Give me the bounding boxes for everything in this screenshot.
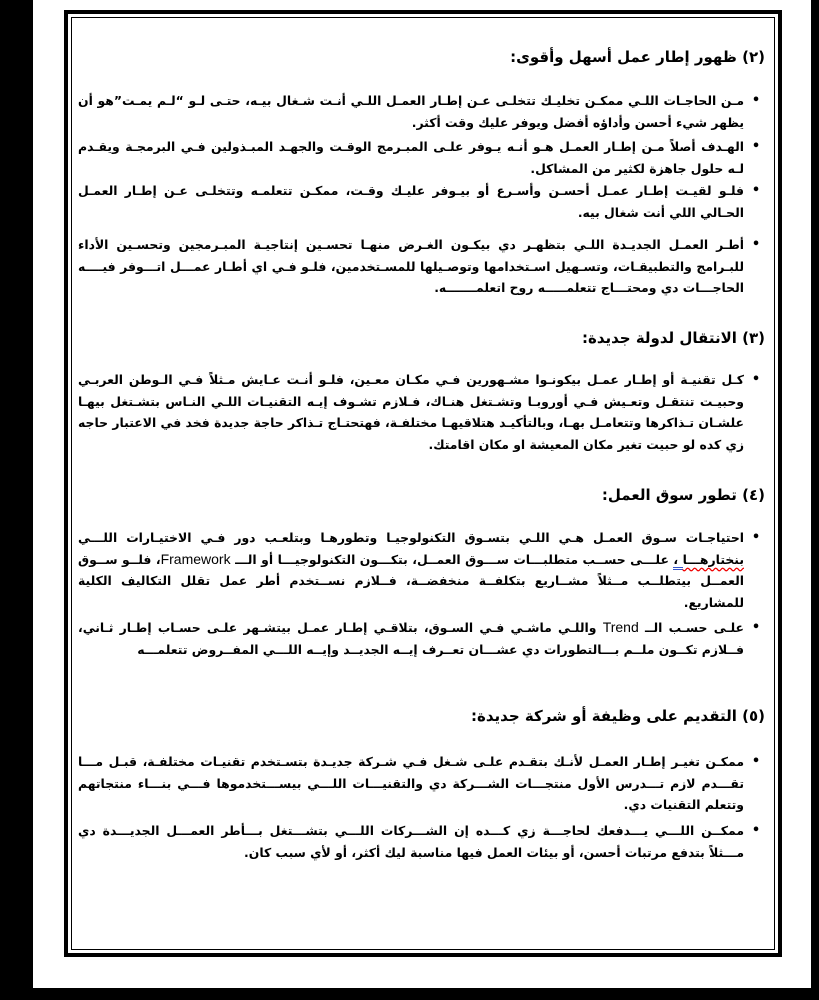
latin-term: Framework <box>160 550 231 567</box>
text-run: احتياجـات سـوق العمـل هـي اللـي بتسـوق التكنولوجيـا وتطورهـا وبتلعـب دور فـي الاختيـارات اللـــي <box>78 530 744 545</box>
list-item-text <box>78 617 744 660</box>
section-heading-5: (٥) التقديم على وظيفة أو شركة جديدة: <box>471 707 765 725</box>
spelling-error-word[interactable]: بنختارهـــا <box>682 551 745 567</box>
list-item-text: كـل تقنيـة أو إطـار عمـل بيكونـوا مشـهورين فـي مكـان معـين، فلـو أنـت عـايش مـثلاً فـي الـوطن العربـي وحبيـت تنتقـل وتعـيش فـي أوروبـا وتشـتغل هنـاك، فـلازم تشـوف إيـه التقنيـات اللـي النـاس بتشـتغل بيهـا علشـان تـذاكرها وتتعامـل بهـا، وبالتأكيـد هتلاقيهـا مختلفـة، فهتحتـاج تـذاكر حاجة جديدة فخد في الاعتبار حاجه زي كده لو حبيت تغير مكان المعيشة او مكان اقامتك. <box>78 372 744 452</box>
bullet-icon: • <box>751 139 761 154</box>
list-item <box>78 234 766 299</box>
list-item <box>78 136 766 179</box>
text-run: ، فلــو ســوق العمــل بيتطلــب مــثلاً مشــاريع بتكلفــة منخفضــة، فــلازم نســتخدم أطر عمل تقلل التكاليف الكلية للمشاريع. <box>78 551 744 610</box>
bullet-icon: • <box>751 754 761 769</box>
list-item <box>78 180 766 223</box>
bullet-icon: • <box>751 237 761 252</box>
bullet-icon: • <box>751 183 761 198</box>
list-item-text: مـن الحاجـات اللـي ممكـن تخليـك تتخلـى عـن إطـار العمـل اللـي أنـت شـغال بيـه، حتـى لـو “لـم يمـت”هو أن يظهر شيء أحسن وأداؤه أفضل ويوفر عليك وقت أكثر. <box>78 93 744 130</box>
section-heading-4: (٤) تطور سوق العمل: <box>601 486 765 504</box>
list-item-text <box>78 527 744 613</box>
list-item <box>78 527 766 613</box>
list-item-text: فلـو لقيـت إطـار عمـل أحسـن وأسـرع أو بيـوفر عليـك وقـت، ممكـن تتعلمـه وتتخلـى عـن إطـار العمـل الحـالي اللي أنت شغال بيه. <box>78 183 744 220</box>
list-item-text: الهـدف أصلاً مـن إطـار العمـل هـو أنـه يـوفر علـى المبـرمج الوقـت والجهـد المبـذولين فـي البرمجـة ويقـدم لـه حلول جاهزة لكثير من المشاكل. <box>78 139 744 176</box>
list-item <box>78 751 766 816</box>
grammar-error-mark[interactable]: ، <box>673 552 682 570</box>
list-item-text: أطـر العمـل الجديـدة اللـي بتظهـر دي بيكـون الغـرض منهـا تحسـين إنتاجيـة المبـرمجين وتحسـين الأداء للبـرامج والتطبيقـات، وتسـهيل اسـتخدامها وتوصـيلها للمسـتخدمين، فلـو فـي اي أطـار عمـــل اتـــوفر فيــــه الحاجـــات دي ومحتـــاج تتعلمـــــه روح اتعلمـــــــه. <box>78 237 744 296</box>
bullet-icon: • <box>751 620 761 635</box>
latin-term: Trend <box>602 619 639 635</box>
bullet-icon: • <box>751 530 761 545</box>
list-item-text: ممكــن اللـــي يـــدفعك لحاجـــة زي كـــده إن الشـــركات اللـــي بتشـــتغل بـــأطر العمـــل الجديـــدة دي مـــثلاً بتدفع مرتبات أحسن، أو بيئات العمل فيها مناسبة ليك أكثر، أو لأي سبب كان. <box>78 823 744 860</box>
section-heading-3: (٣) الانتقال لدولة جديدة: <box>581 329 765 347</box>
list-item <box>78 820 766 863</box>
list-item <box>78 369 766 455</box>
document-page <box>33 0 811 988</box>
text-run: واللـي ماشـي فـي السـوق، بتلاقـي إطـار عمـل بيتشـهر علـى حسـاب إطـار ثـاني، فــلازم تكــون ملــم بـــالتطورات دي عشـــان تعــرف إيــه الجديــد وإيــه اللـــي المفــروض تتعلمـــه <box>78 620 744 657</box>
bullet-icon: • <box>751 372 761 387</box>
list-item-text: ممكـن تغيـر إطـار العمـل لأنـك بتقـدم علـى شـغل فـي شـركة جديـدة بتسـتخدم تقنيـات مختلفـة، قبـل مـــا تقـــدم لازم تـــدرس الأول منتجـــات الشـــركة دي والتقنيـــات اللـــي بيســـتخدموها فـــي بنـــاء منتجاتهم وتتعلم التقنيات دي. <box>78 754 744 813</box>
list-item <box>78 90 766 133</box>
text-run: علـى حسـب الــ <box>638 620 744 635</box>
bullet-icon: • <box>751 93 761 108</box>
section-heading-2: (٢) ظهور إطار عمل أسهل وأقوى: <box>510 48 765 66</box>
bullet-icon: • <box>751 823 761 838</box>
text-run: علـــى حســب متطلبـــات ســـوق العمــل، بتكـــون التكنولوجيـــا أو الـــ <box>230 551 674 567</box>
list-item <box>78 617 766 660</box>
